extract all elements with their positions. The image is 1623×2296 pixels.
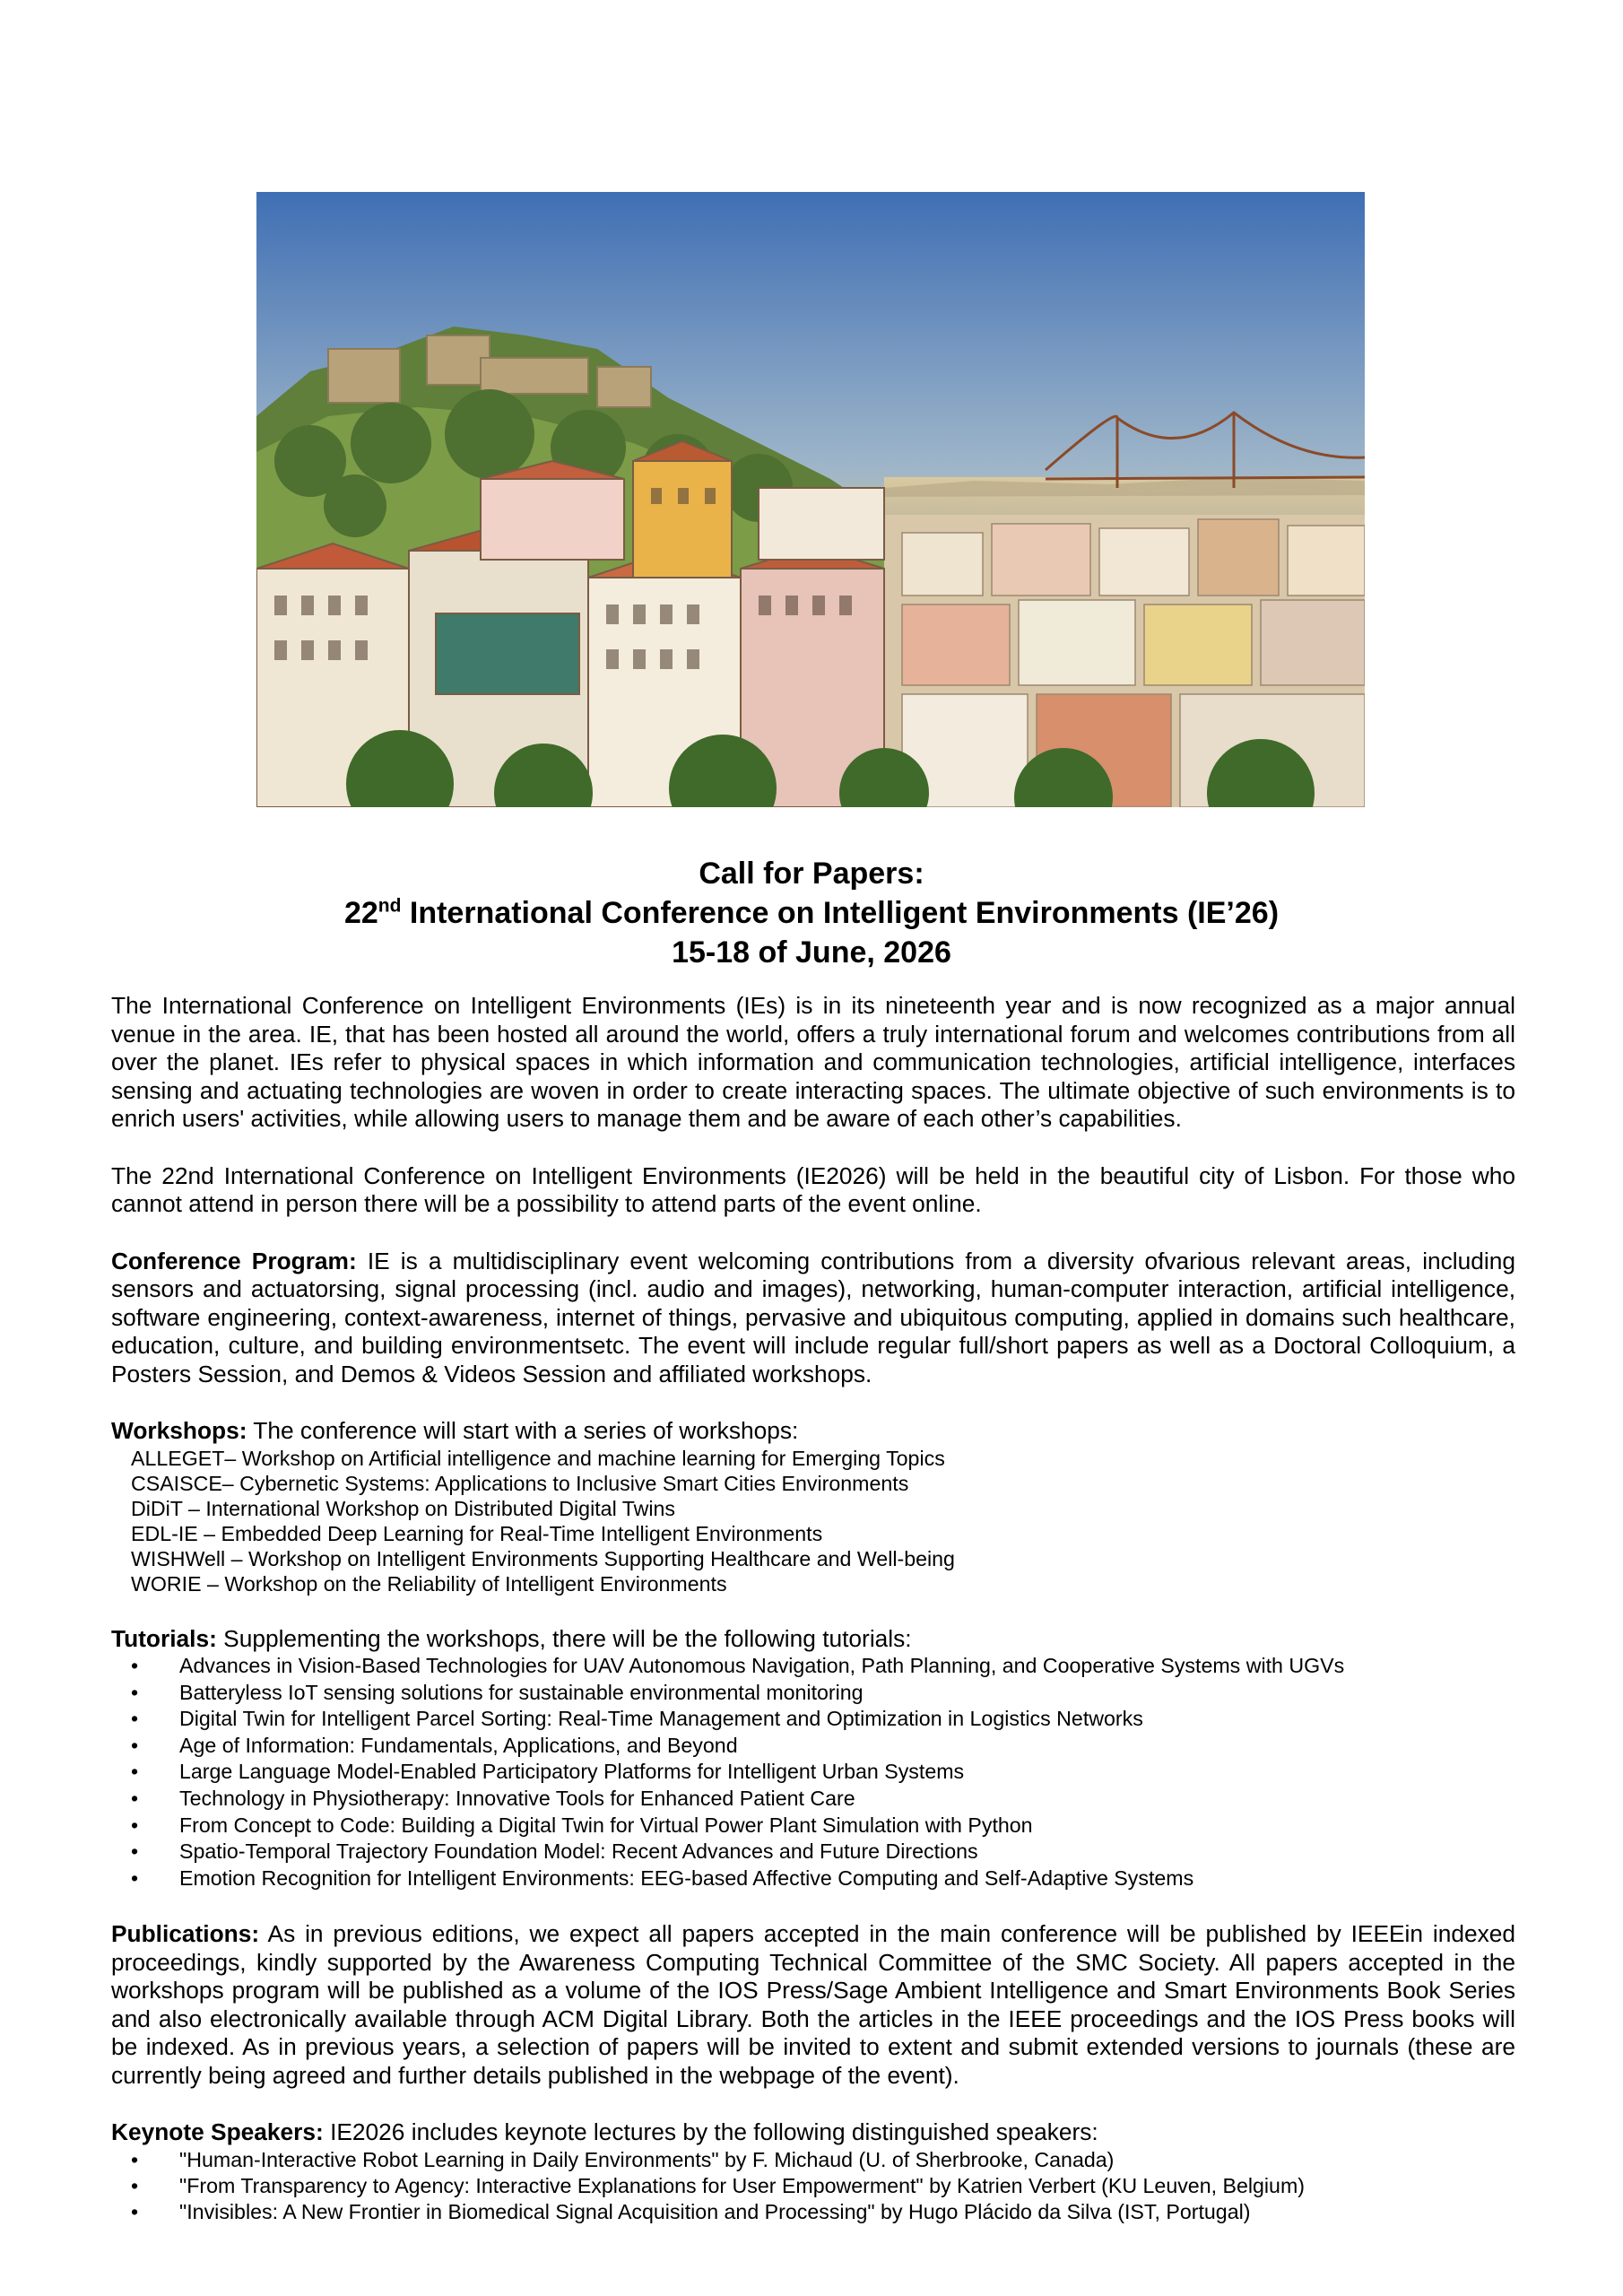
- workshops-list: [111, 1446, 1515, 1596]
- list-item: ALLEGET– Workshop on Artificial intelligence and machine learning for Emerging Topics: [131, 1446, 945, 1470]
- list-item: CSAISCE– Cybernetic Systems: Applications to Inclusive Smart Cities Environments: [131, 1471, 909, 1495]
- title-line-3-dates: 15-18 of June, 2026: [672, 935, 951, 970]
- list-item: • "Human-Interactive Robot Learning in Daily Environments" by F. Michaud (U. of Sherbrooke, Canada): [111, 2147, 1515, 2173]
- keynotes-heading: [111, 2118, 1515, 2147]
- title-line-1: Call for Papers:: [699, 857, 924, 891]
- list-item: • From Concept to Code: Building a Digital Twin for Virtual Power Plant Simulation with Python: [111, 1813, 1515, 1839]
- program-text: IE is a multidisciplinary event welcoming contributions from a diversity ofvarious relevant areas, including sensors and actuatorsing, signal processing (incl. audio and images), networking, human-computer interaction, artificial intelligence, software engineering, context-awareness, internet of things, pervasive and ubiquitous computing, applied in domains such healthcare, education, culture, and building environmentsetc. The event will include regular full/short papers as well as a Doctoral Colloquium, a Posters Session, and Demos & Videos Session and affiliated workshops.: [111, 1247, 1515, 1387]
- title-line-2: [0, 893, 1623, 933]
- workshops-intro: The conference will start with a series of workshops:: [247, 1417, 799, 1444]
- list-item: • Technology in Physiotherapy: Innovative Tools for Enhanced Patient Care: [111, 1786, 1515, 1813]
- ordinal-number: 22: [343, 896, 378, 930]
- hero-photo: [256, 192, 1365, 807]
- tutorials-label: Tutorials:: [111, 1624, 217, 1652]
- program-label: Conference Program:: [111, 1247, 357, 1274]
- keynotes-label: Keynote Speakers:: [111, 2118, 324, 2146]
- workshops-label: Workshops:: [111, 1417, 247, 1444]
- intro-paragraph-2: The 22nd International Conference on Intelligent Environments (IE2026) will be held in the beautiful city of Lisbon. For those who cannot attend in person there will be a possibility to attend parts of the event online.: [111, 1161, 1515, 1217]
- publications-section: [111, 1920, 1515, 2090]
- list-item: • Digital Twin for Intelligent Parcel Sorting: Real-Time Management and Optimization in Logistics Networks: [111, 1706, 1515, 1733]
- list-item: • Large Language Model-Enabled Participatory Platforms for Intelligent Urban Systems: [111, 1759, 1515, 1786]
- lisbon-cityscape-illustration: [256, 192, 1365, 807]
- conference-name: International Conference on Intelligent Environments (IE’26): [401, 896, 1280, 930]
- list-item: • Spatio-Temporal Trajectory Foundation Model: Recent Advances and Future Directions: [111, 1839, 1515, 1866]
- list-item: • Batteryless IoT sensing solutions for sustainable environmental monitoring: [111, 1680, 1515, 1707]
- keynotes-intro: IE2026 includes keynote lectures by the following distinguished speakers:: [323, 2118, 1098, 2146]
- body-content: [111, 992, 1515, 2225]
- list-item: • Age of Information: Fundamentals, Applications, and Beyond: [111, 1733, 1515, 1760]
- tutorials-heading: [111, 1625, 1515, 1654]
- tutorials-list: [111, 1653, 1515, 1892]
- tutorials-intro: Supplementing the workshops, there will be the following tutorials:: [216, 1624, 912, 1652]
- program-section: [111, 1248, 1515, 1389]
- publications-label: Publications:: [111, 1920, 260, 1948]
- list-item: EDL-IE – Embedded Deep Learning for Real-Time Intelligent Environments: [131, 1521, 823, 1545]
- keynotes-list: [111, 2147, 1515, 2225]
- list-item: • Advances in Vision-Based Technologies for UAV Autonomous Navigation, Path Planning, and Cooperative Systems with UGVs: [111, 1653, 1515, 1680]
- list-item: WORIE – Workshop on the Reliability of Intelligent Environments: [131, 1571, 727, 1596]
- list-item: WISHWell – Workshop on Intelligent Environments Supporting Healthcare and Well-being: [131, 1546, 955, 1570]
- list-item: • "From Transparency to Agency: Interactive Explanations for User Empowerment" by Katrien Verbert (KU Leuven, Belgium): [111, 2173, 1515, 2199]
- ordinal-suffix: nd: [378, 895, 402, 917]
- title-block: [0, 854, 1623, 972]
- workshops-heading: [111, 1417, 1515, 1446]
- list-item: DiDiT – International Workshop on Distributed Digital Twins: [131, 1496, 676, 1520]
- list-item: • "Invisibles: A New Frontier in Biomedical Signal Acquisition and Processing" by Hugo Plácido da Silva (IST, Portugal): [111, 2199, 1515, 2225]
- intro-paragraph-1: The International Conference on Intelligent Environments (IEs) is in its nineteenth year and is now recognized as a major annual venue in the area. IE, that has been hosted all around the world, offers a truly international forum and welcomes contributions from all over the planet. IEs refer to physical spaces in which information and communication technologies, artificial intelligence, interfaces sensing and actuating technologies are woven in order to create interacting spaces. The ultimate objective of such environments is to enrich users' activities, while allowing users to manage them and be aware of each other’s capabilities.: [111, 992, 1515, 1132]
- publications-text: As in previous editions, we expect all papers accepted in the main conference will be published by IEEEin indexed proceedings, kindly supported by the Awareness Computing Technical Committee of the SMC Society. All papers accepted in the workshops program will be published as a volume of the IOS Press/Sage Ambient Intelligence and Smart Environments Book Series and also electronically available through ACM Digital Library. Both the articles in the IEEE proceedings and the IOS Press books will be indexed. As in previous years, a selection of papers will be invited to extent and submit extended versions to journals (these are currently being agreed and further details published in the webpage of the event).: [111, 1920, 1515, 2089]
- list-item: • Emotion Recognition for Intelligent Environments: EEG-based Affective Computing and Self-Adaptive Systems: [111, 1866, 1515, 1892]
